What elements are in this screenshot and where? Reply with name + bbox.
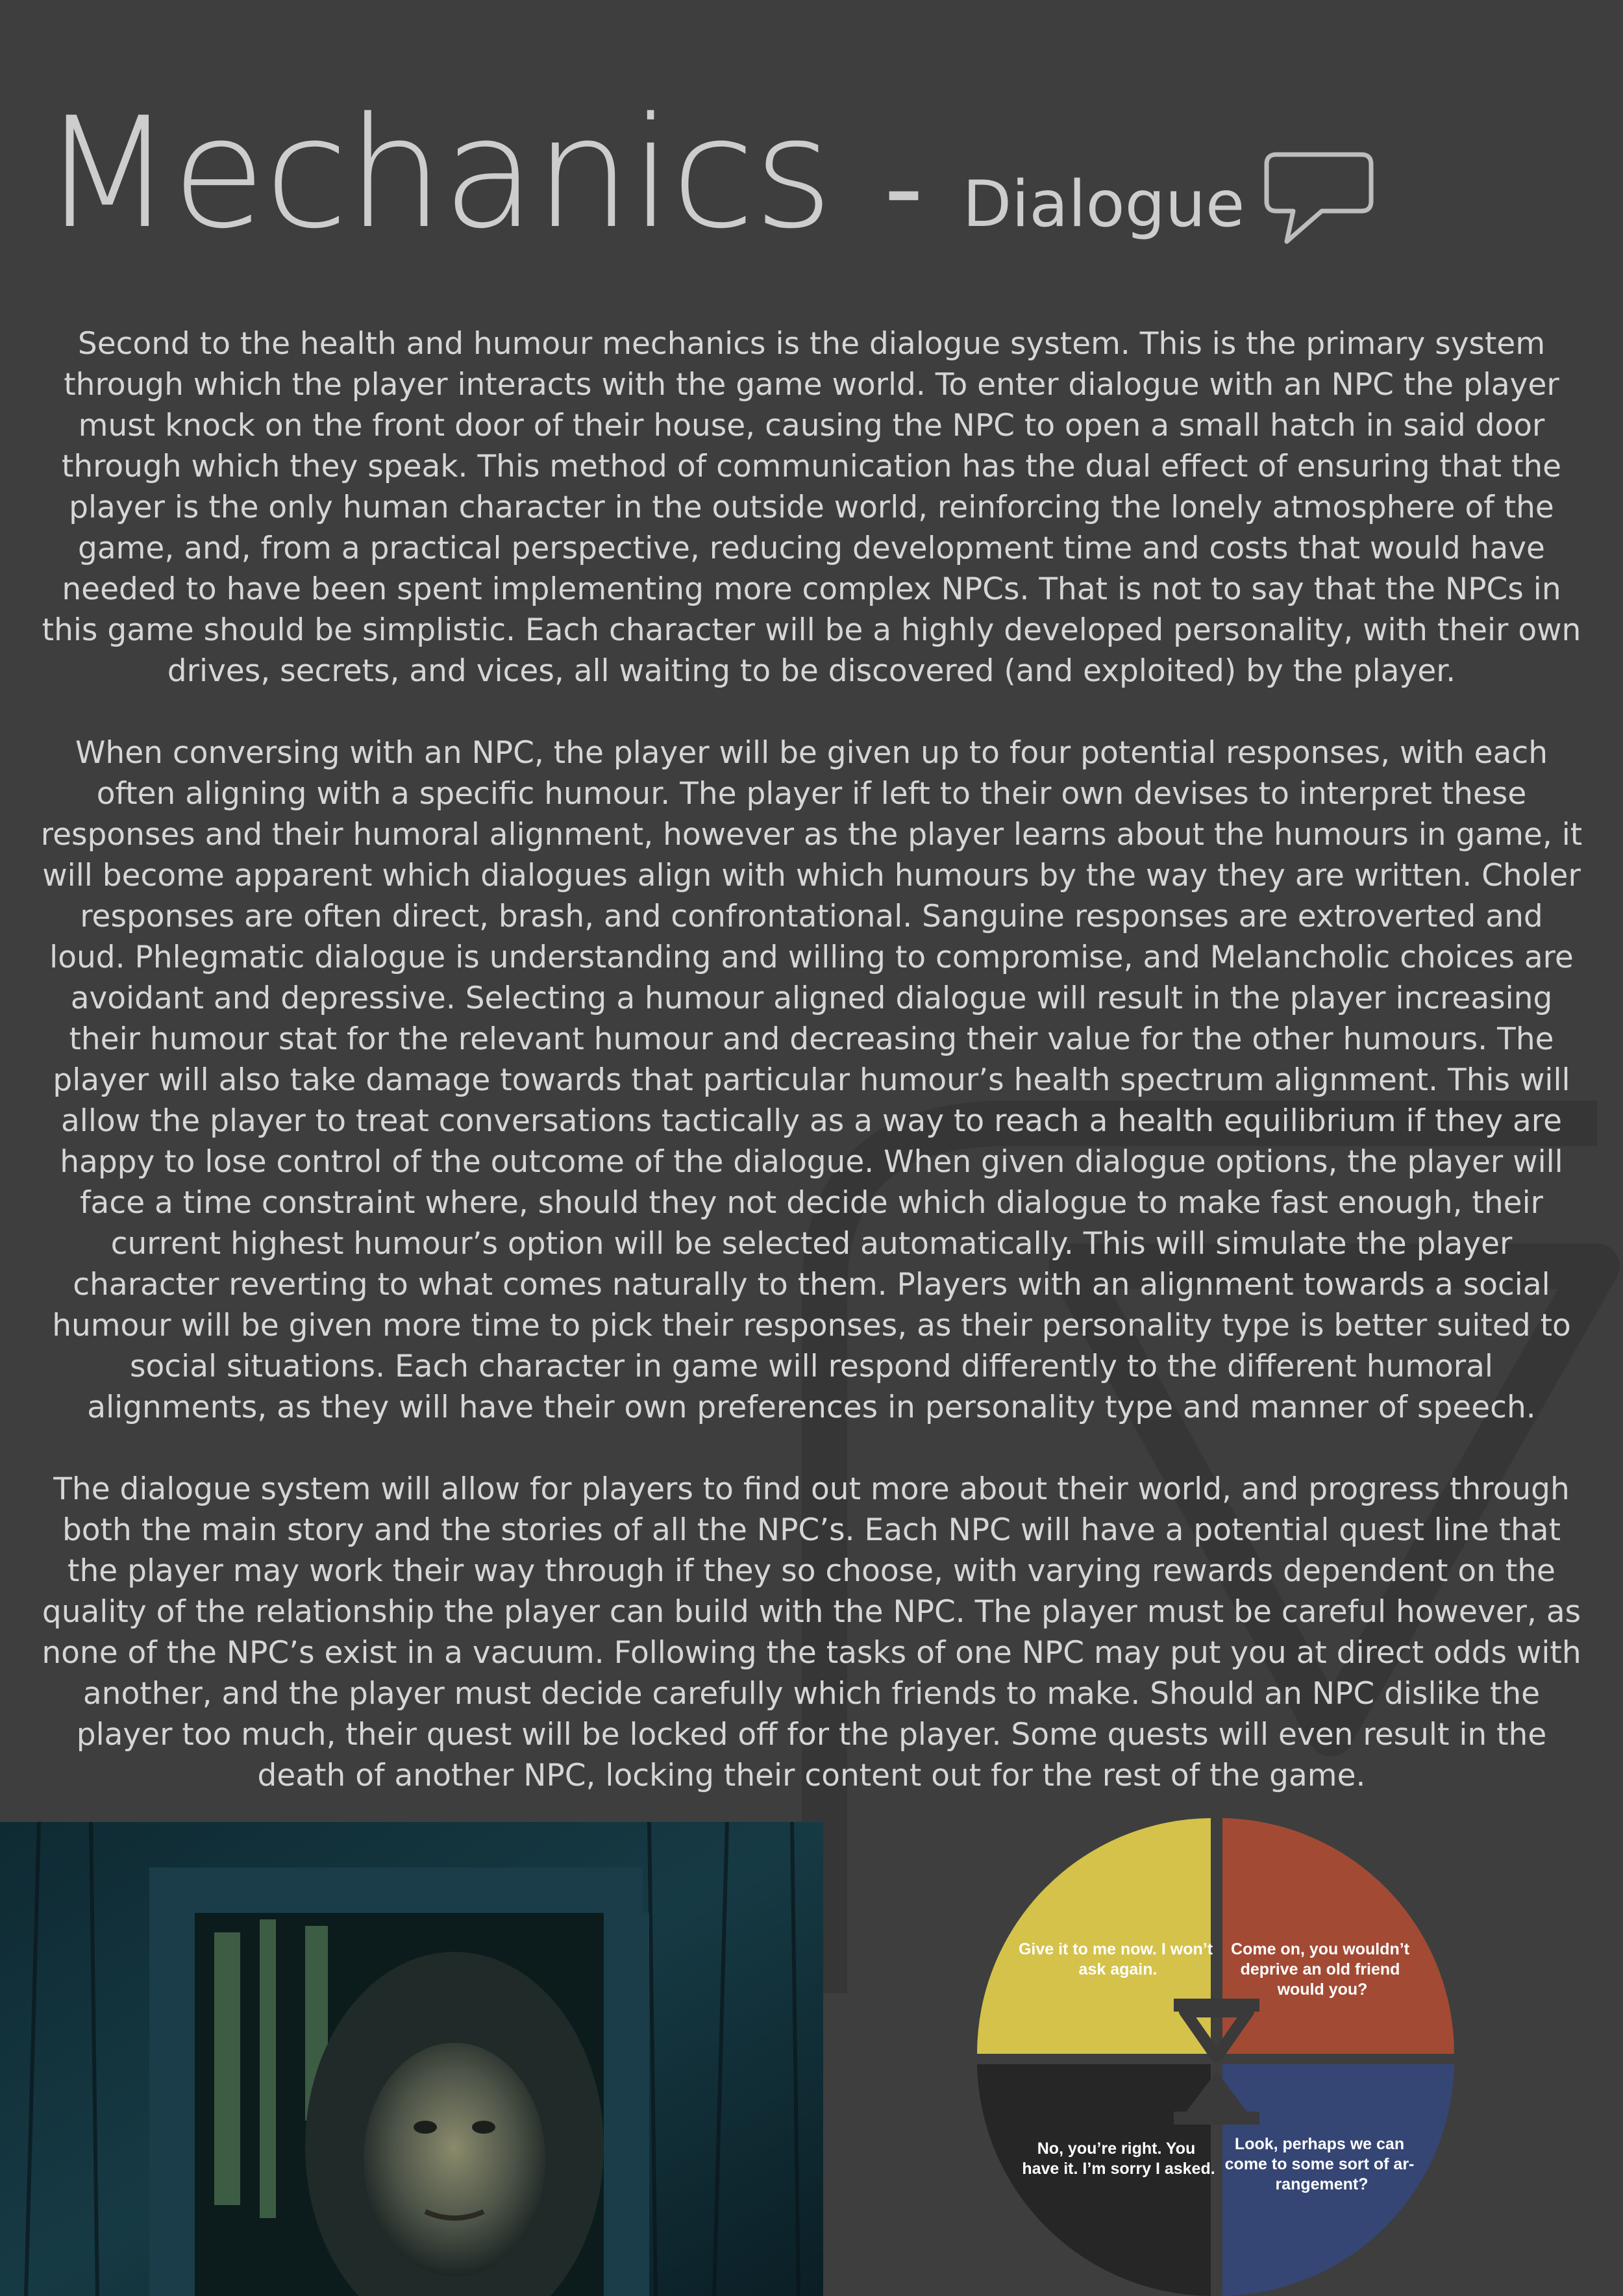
dialogue-option-choler[interactable] — [977, 1818, 1211, 2054]
dialogue-text-choler: Give it to me now. I won’t ask again. — [1018, 1940, 1213, 1978]
title-separator: - — [884, 124, 924, 253]
dialogue-text-sanguine: Come on, you wouldn’t deprive an old friend would you? — [1231, 1940, 1410, 1999]
dialogue-text-phlegmatic: Look, perhaps we can come to some sort of ar- rangement? — [1224, 2135, 1415, 2193]
body-copy — [39, 323, 1584, 1837]
dialogue-option-sanguine[interactable] — [1222, 1818, 1454, 2054]
dialogue-option-melancholic[interactable] — [977, 2064, 1211, 2296]
page-header — [42, 85, 1245, 262]
page-title: Mechanics — [42, 85, 832, 262]
dialogue-text-melancholic: No, you’re right. You have it. I’m sorry I asked. — [1022, 2140, 1215, 2178]
paragraph-quests: The dialogue system will allow for players to find out more about their world, and progress through both the main story and the stories of all the NPC’s. Each NPC will have a potential quest line that the player may work their way through if they so choose, with varying rewards dependent on the quality of the relationship the player can build with the NPC. The player must be careful however, as none of the NPC’s exist in a vacuum. Following the tasks of one NPC may put you at direct odds with another, and the player must decide carefully which friends to make. Should an NPC dislike the player too much, their quest will be locked off for the player. Some quests will even result in the death of another NPC, locking their content out for the rest of the game. — [42, 1471, 1581, 1793]
paragraph-responses: When conversing with an NPC, the player will be given up to four potential responses, with each often aligning with a specific humour. The player if left to their own devises to interpret these responses and their humoral alignment, however as the player learns about the humours in game, it will become apparent which dialogues align with which humours by the way they are written. Choler responses are often direct, brash, and confrontational. Sanguine responses are extroverted and loud. Phlegmatic dialogue is understanding and willing to compromise, and Melancholic choices are avoidant and depressive. Selecting a humour aligned dialogue will result in the player increasing their humour stat for the relevant humour and decreasing their value for the other humours. The player will also take damage towards that particular humour’s health spectrum alignment. This will allow the player to treat conversations tactically as a way to reach a health equilibrium if they are happy to lose control of the outcome of the dialogue. When given dialogue options, the player will face a time constraint where, should they not decide which dialogue to make fast enough, their current highest humour’s option will be selected automatically. This will simulate the player character reverting to what comes naturally to them. Players with an alignment towards a social humour will be given more time to pick their responses, as their personality type is better suited to social situations. Each character in game will respond differently to the different humoral alignments, as they will have their own preferences in personality type and manner of speech. — [40, 735, 1583, 1425]
speech-bubble-icon — [1262, 151, 1376, 247]
dialogue-wheel — [977, 1818, 1454, 2296]
npc-door-hatch-image — [0, 1822, 823, 2296]
paragraph-intro: Second to the health and humour mechanics is the dialogue system. This is the primary system through which the player interacts with the game world. To enter dialogue with an NPC the player must knock on the front door of their house, causing the NPC to open a small hatch in said door through which they speak. This method of communication has the dual effect of ensuring that the player is the only human character in the outside world, reinforcing the lonely atmosphere of the game, and, from a practical perspective, reducing development time and costs that would have needed to have been spent implementing more complex NPCs. That is not to say that the NPCs in this game should be simplistic. Each character will be a highly developed personality, with their own drives, secrets, and vices, all waiting to be discovered (and exploited) by the player. — [42, 326, 1581, 689]
page-subtitle: Dialogue — [962, 168, 1245, 242]
